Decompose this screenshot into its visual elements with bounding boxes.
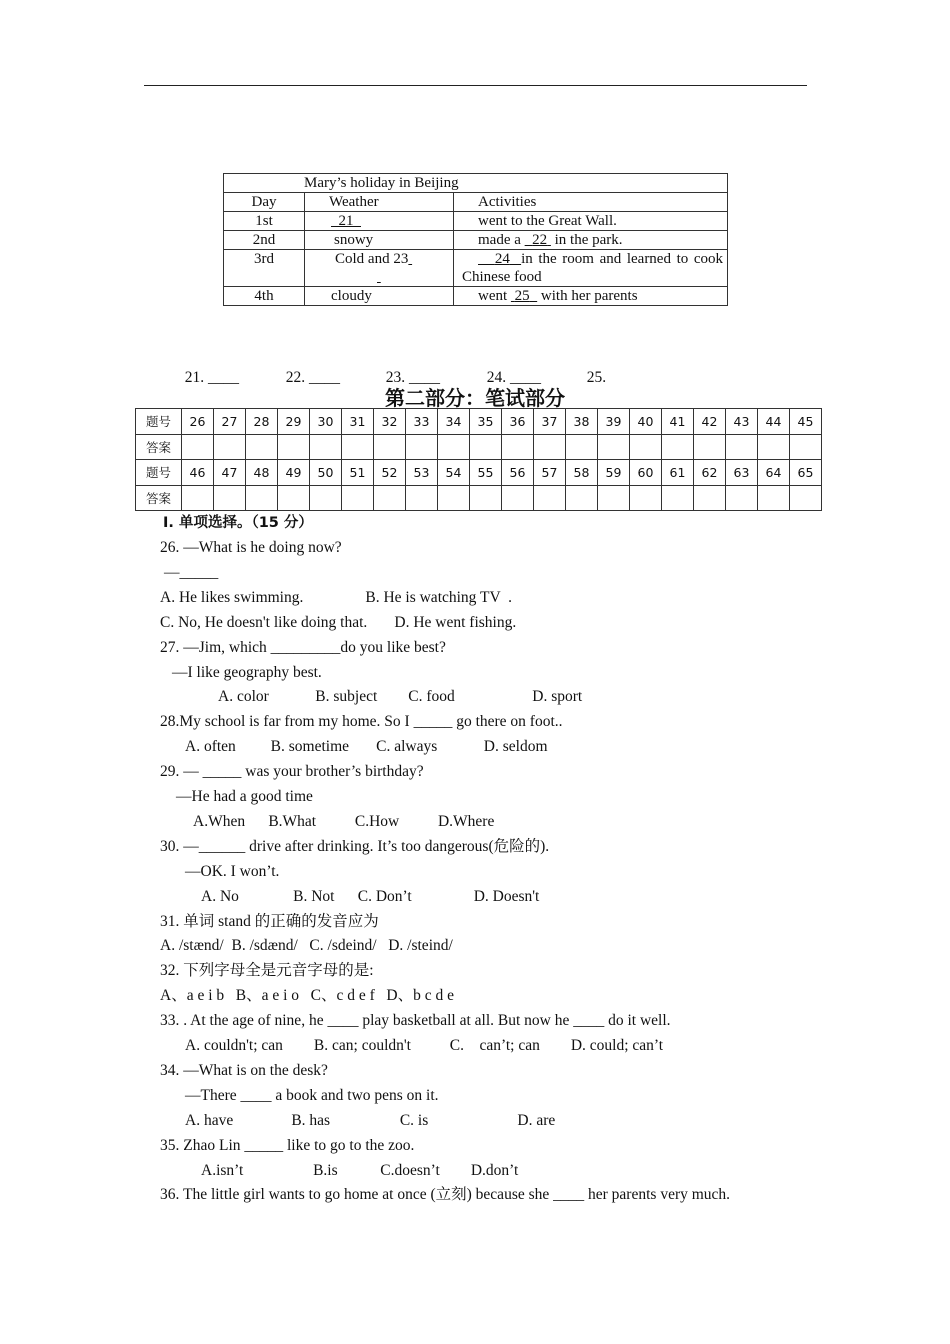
question-number-cell: 52: [374, 460, 406, 486]
row1-weather-blank: 21: [338, 213, 354, 229]
answer-cell-54: [438, 485, 470, 511]
question-number-cell: 59: [598, 460, 630, 486]
answer-cell-27: [214, 434, 246, 460]
answer-cell-60: [630, 485, 662, 511]
fill-blank-21: 21. ____: [184, 369, 239, 386]
fill-blank-25: 25.: [586, 369, 607, 386]
question-number-cell: 33: [406, 409, 438, 435]
question-line: A. /stænd/ B. /sdænd/ C. /sdeind/ D. /steind/: [160, 937, 453, 955]
question-number-cell: 28: [246, 409, 278, 435]
question-line: A. He likes swimming. B. He is watching TV .: [160, 588, 513, 606]
question-number-cell: 50: [310, 460, 342, 486]
question-number-cell: 63: [726, 460, 758, 486]
question-number-cell: 36: [502, 409, 534, 435]
question-line: 28.My school is far from my home. So I _____ go there on foot..: [160, 713, 563, 731]
question-line: 29. — _____ was your brother’s birthday?: [160, 763, 424, 781]
question-line: 33. . At the age of nine, he ____ play basketball at all. But now he ____ do it well.: [160, 1012, 671, 1030]
holiday-table: [223, 173, 728, 306]
question-line: 34. —What is on the desk?: [160, 1061, 328, 1079]
question-number-cell: 48: [246, 460, 278, 486]
row4-day: 4th: [224, 287, 305, 306]
question-line: A. couldn't; can B. can; couldn't C. can’t; can D. could; can’t: [185, 1037, 664, 1054]
answer-cell-26: [182, 434, 214, 460]
question-line: A、a e i b B、a e i o C、c d e f D、b c d e: [160, 987, 455, 1005]
answer-cell-62: [694, 485, 726, 511]
answer-cell-32: [374, 434, 406, 460]
header-day: Day: [224, 193, 305, 212]
question-number-cell: 43: [726, 409, 758, 435]
answer-cell-31: [342, 434, 374, 460]
row2-activity-post: in the park.: [554, 232, 623, 248]
row3-activity-blank: 24: [494, 251, 510, 267]
answer-cell-51: [342, 485, 374, 511]
label-question-no: 题号: [136, 409, 182, 435]
question-number-cell: 54: [438, 460, 470, 486]
row3-activity-post: in the room and learned to cook Chinese food: [462, 251, 724, 285]
question-number-cell: 26: [182, 409, 214, 435]
question-number-cell: 45: [790, 409, 822, 435]
question-number-cell: 46: [182, 460, 214, 486]
row2-day: 2nd: [224, 231, 305, 250]
label-answer: 答案: [136, 434, 182, 460]
fill-blank-22: 22. ____: [285, 369, 340, 386]
question-number-cell: 35: [470, 409, 502, 435]
answer-cell-49: [278, 485, 310, 511]
question-number-cell: 58: [566, 460, 598, 486]
label-answer: 答案: [136, 485, 182, 511]
question-number-cell: 29: [278, 409, 310, 435]
question-number-cell: 53: [406, 460, 438, 486]
question-line: 30. —______ drive after drinking. It’s too dangerous(危险的).: [160, 837, 550, 855]
question-number-cell: 39: [598, 409, 630, 435]
question-number-cell: 55: [470, 460, 502, 486]
question-line: A. have B. has C. is D. are: [185, 1111, 556, 1129]
answer-cell-28: [246, 434, 278, 460]
answer-cell-33: [406, 434, 438, 460]
part-title: 第二部分：笔试部分: [385, 386, 565, 410]
header-weather: Weather: [305, 193, 454, 212]
question-line: A. color B. subject C. food D. sport: [218, 688, 583, 706]
answer-cell-45: [790, 434, 822, 460]
holiday-table-title: Mary’s holiday in Beijing: [224, 174, 728, 193]
answer-cell-59: [598, 485, 630, 511]
question-line: 27. —Jim, which _________do you like best?: [160, 638, 446, 656]
answer-cell-58: [566, 485, 598, 511]
row4-weather: cloudy: [305, 287, 454, 306]
answer-cell-43: [726, 434, 758, 460]
question-line: A. often B. sometime C. always D. seldom: [185, 738, 548, 756]
question-line: 26. —What is he doing now?: [160, 539, 342, 556]
answer-cell-55: [470, 485, 502, 511]
answer-cell-47: [214, 485, 246, 511]
row2-activity-pre: made a: [478, 232, 521, 248]
answer-cell-44: [758, 434, 790, 460]
question-line: 32. 下列字母全是元音字母的是:: [160, 962, 374, 980]
row1-activity: went to the Great Wall.: [454, 212, 728, 231]
answer-cell-57: [534, 485, 566, 511]
row4-activity-blank: 25: [514, 288, 530, 304]
answer-cell-64: [758, 485, 790, 511]
section-title: Ⅰ. 单项选择。（15 分）: [163, 515, 313, 531]
row3-weather: Cold and 23: [335, 251, 409, 267]
question-line: C. No, He doesn't like doing that. D. He went fishing.: [160, 613, 517, 631]
question-line: —There ____ a book and two pens on it.: [185, 1086, 439, 1104]
question-number-cell: 60: [630, 460, 662, 486]
answer-cell-39: [598, 434, 630, 460]
fill-blank-24: 24. ____: [486, 369, 541, 386]
question-line: —_____: [164, 563, 219, 581]
question-number-cell: 57: [534, 460, 566, 486]
answer-cell-38: [566, 434, 598, 460]
question-line: —OK. I won’t.: [185, 862, 280, 880]
question-number-cell: 47: [214, 460, 246, 486]
answer-cell-53: [406, 485, 438, 511]
answer-cell-52: [374, 485, 406, 511]
question-number-cell: 51: [342, 460, 374, 486]
question-line: A. No B. Not C. Don’t D. Doesn't: [201, 887, 540, 905]
answer-cell-63: [726, 485, 758, 511]
question-number-cell: 38: [566, 409, 598, 435]
answer-cell-35: [470, 434, 502, 460]
answer-cell-40: [630, 434, 662, 460]
question-number-cell: 31: [342, 409, 374, 435]
header-rule: [144, 85, 807, 86]
question-number-cell: 49: [278, 460, 310, 486]
answer-cell-29: [278, 434, 310, 460]
question-line: —He had a good time: [176, 788, 313, 805]
row2-activity-blank: 22: [532, 232, 548, 248]
answer-sheet: [135, 408, 822, 511]
answer-cell-30: [310, 434, 342, 460]
row4-activity-post: with her parents: [540, 288, 638, 304]
question-number-cell: 34: [438, 409, 470, 435]
question-line: A.When B.What C.How D.Where: [193, 812, 495, 830]
row2-weather: snowy: [305, 231, 454, 250]
question-line: 35. Zhao Lin _____ like to go to the zoo.: [160, 1136, 415, 1154]
answer-cell-36: [502, 434, 534, 460]
question-number-cell: 27: [214, 409, 246, 435]
row4-activity-pre: went: [478, 288, 508, 304]
answer-cell-65: [790, 485, 822, 511]
question-number-cell: 56: [502, 460, 534, 486]
answer-cell-37: [534, 434, 566, 460]
question-number-cell: 64: [758, 460, 790, 486]
question-number-cell: 42: [694, 409, 726, 435]
row1-day: 1st: [224, 212, 305, 231]
answer-cell-42: [694, 434, 726, 460]
question-number-cell: 40: [630, 409, 662, 435]
answer-cell-48: [246, 485, 278, 511]
answer-cell-61: [662, 485, 694, 511]
question-line: 36. The little girl wants to go home at once (立刻) because she ____ her parents very much.: [160, 1186, 731, 1204]
fill-blank-23: 23. ____: [385, 369, 440, 386]
answer-cell-56: [502, 485, 534, 511]
question-line: —I like geography best.: [172, 663, 322, 681]
answer-cell-34: [438, 434, 470, 460]
row3-day: 3rd: [224, 250, 305, 287]
question-number-cell: 37: [534, 409, 566, 435]
answer-cell-46: [182, 485, 214, 511]
question-number-cell: 41: [662, 409, 694, 435]
answer-cell-41: [662, 434, 694, 460]
label-question-no: 题号: [136, 460, 182, 486]
header-activities: Activities: [454, 193, 728, 212]
answer-cell-50: [310, 485, 342, 511]
question-number-cell: 65: [790, 460, 822, 486]
question-number-cell: 44: [758, 409, 790, 435]
question-number-cell: 62: [694, 460, 726, 486]
question-number-cell: 30: [310, 409, 342, 435]
question-line: 31. 单词 stand 的正确的发音应为: [160, 912, 379, 930]
question-number-cell: 32: [374, 409, 406, 435]
question-number-cell: 61: [662, 460, 694, 486]
question-line: A.isn’t B.is C.doesn’t D.don’t: [201, 1161, 519, 1179]
